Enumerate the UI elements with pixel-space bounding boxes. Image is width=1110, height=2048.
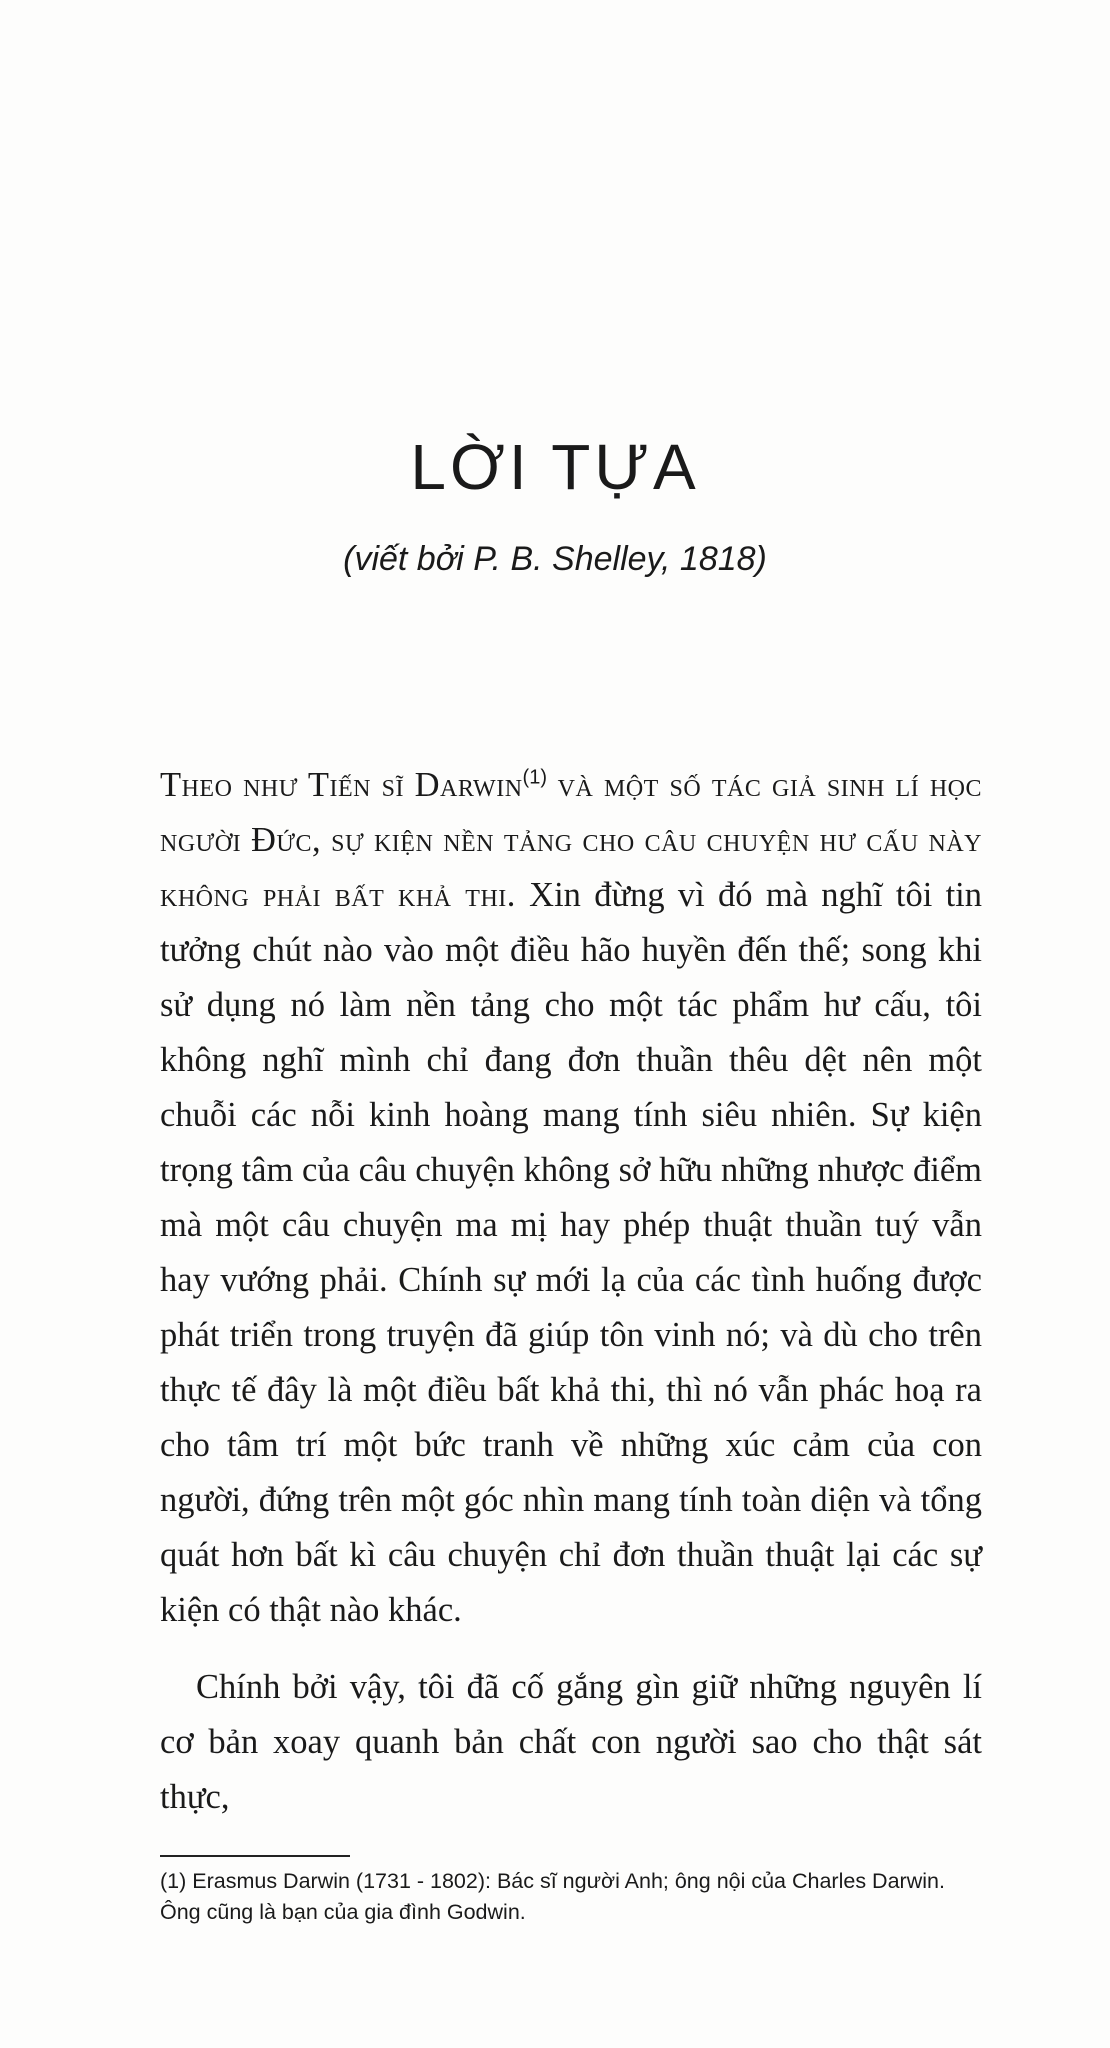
- paragraph-1-opening-smallcaps-continued: và một số tác giả sinh lí học người Đức, sự kiện nền tảng cho câu chuyện hư cấu này không phải bất khả thi.: [160, 766, 982, 914]
- paragraph-1-text: Xin đừng vì đó mà nghĩ tôi tin tưởng chút nào vào một điều hão huyền đến thế; song khi sử dụng nó làm nền tảng cho một tác phẩm hư cấu, tôi không nghĩ mình chỉ đang đơn thuần thêu dệt nên một chuỗi các nỗi kinh hoàng mang tính siêu nhiên. Sự kiện trọng tâm của câu chuyện không sở hữu những nhược điểm mà một câu chuyện ma mị hay phép thuật thuần tuý vẫn hay vướng phải. Chính sự mới lạ của các tình huống được phát triển trong truyện đã giúp tôn vinh nó; và dù cho trên thực tế đây là một điều bất khả thi, thì nó vẫn phác hoạ ra cho tâm trí một bức tranh về những xúc cảm của con người, đứng trên một góc nhìn mang tính toàn diện và tổng quát hơn bất kì câu chuyện chỉ đơn thuần thuật lại các sự kiện có thật nào khác.: [160, 876, 982, 1629]
- footnote-divider: [160, 1855, 350, 1857]
- footnote: (1) Erasmus Darwin (1731 - 1802): Bác sĩ người Anh; ông nội của Charles Darwin. Ông cũng là bạn của gia đình Godwin.: [160, 1869, 945, 1924]
- footnote-reference: (1): [522, 766, 547, 789]
- page-subtitle: (viết bởi P. B. Shelley, 1818): [343, 540, 767, 578]
- body-text: [160, 758, 982, 1825]
- paragraph-2: Chính bởi vậy, tôi đã cố gắng gìn giữ những nguyên lí cơ bản xoay quanh bản chất con người sao cho thật sát thực,: [160, 1668, 982, 1816]
- paragraph-1-opening-smallcaps: Theo như Tiến sĩ Darwin: [160, 766, 523, 804]
- page-title: LỜI TỰA: [410, 431, 700, 503]
- paragraph-1: [160, 758, 982, 1638]
